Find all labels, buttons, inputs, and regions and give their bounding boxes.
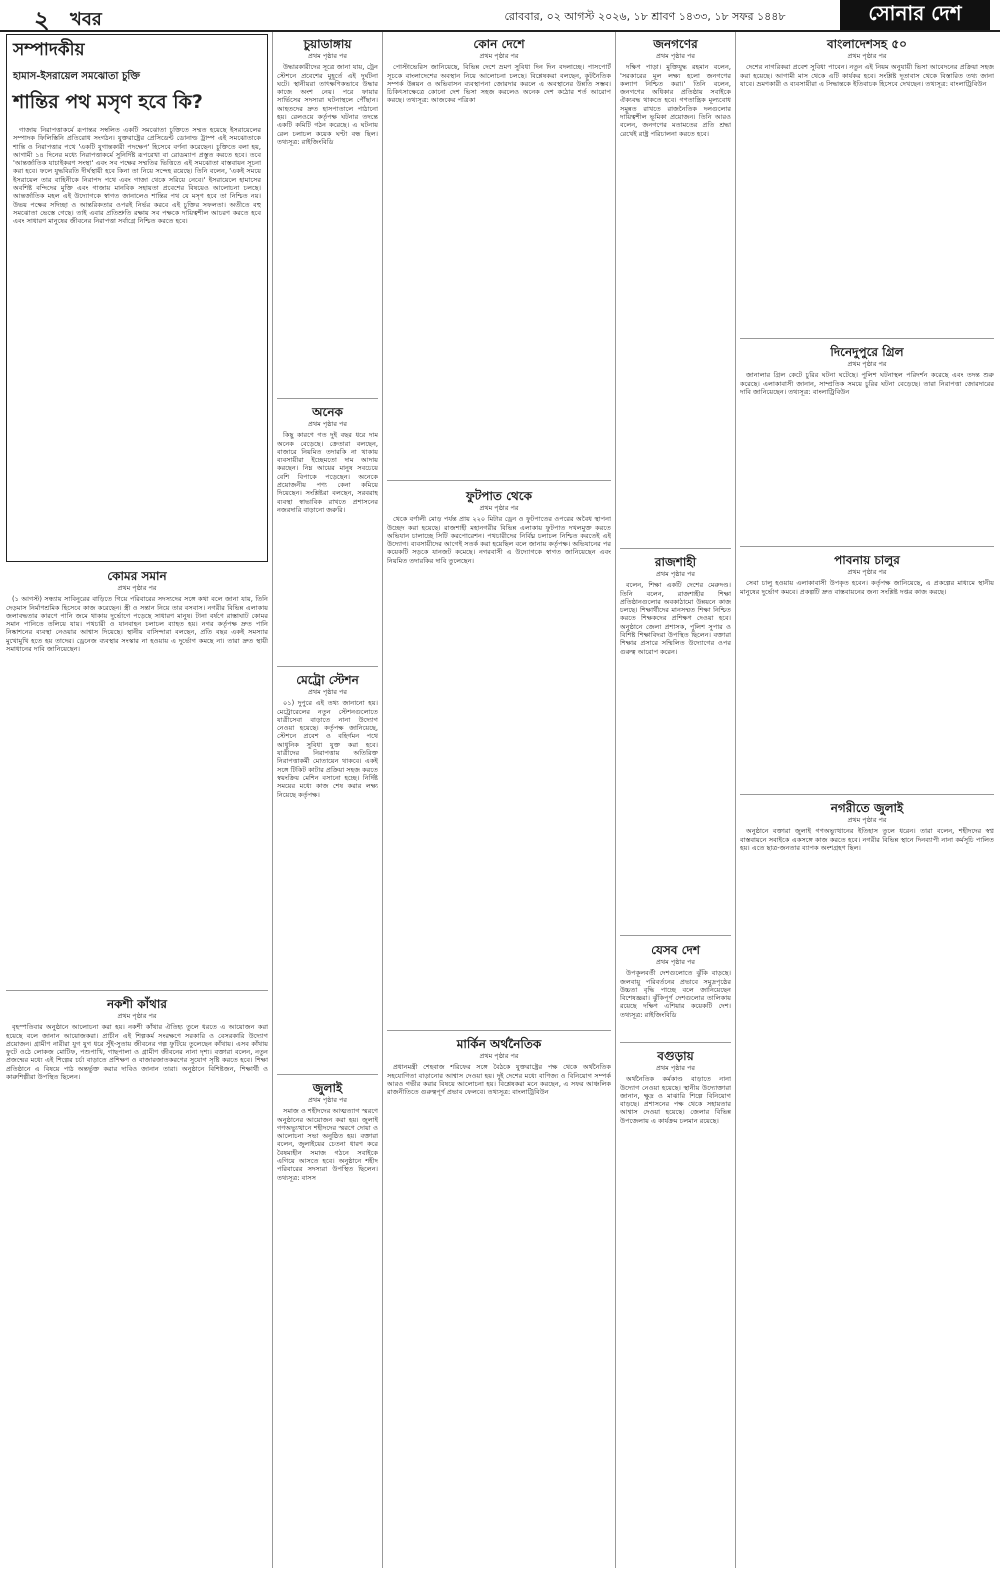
article-divider [387,480,611,481]
article-divider [740,338,994,339]
article-body: সেবা চালু হওয়ায় এলাকাবাসী উপকৃত হবেন। কর্তৃপক্ষ জানিয়েছে, এ প্রকল্পের মাধ্যমে স্থানীয় মানুষের দুর্ভোগ কমবে। প্রকল্পটি দ্রুত বাস্তবায়নের জন্য সংশ্লিষ্ট দপ্তর কাজ করছে। [740,579,994,596]
article-headline: মার্কিন অর্থনৈতিক [456,1037,542,1051]
continued-label: প্রথম পৃষ্ঠার পর [656,1064,695,1072]
article-headline: চুয়াডাঙ্গায় [303,37,352,51]
article-headline: ফুটপাত থেকে [466,489,532,503]
page-number: ২ [34,5,50,34]
article-body: সমাজ ও শহীদদের আত্মত্যাগ স্মরণে অনুষ্ঠানের আয়োজন করা হয়। জুলাই গণঅভ্যুত্থানে শহীদদের স্মরণে দোয়া ও আলোচনা সভা অনুষ্ঠিত হয়। বক্তারা বলেন, জুলাইয়ের চেতনা ধারণ করে বৈষম্যহীন সমাজ গঠনে সবাইকে এগিয়ে আসতে হবে। অনুষ্ঠানে শহীদ পরিবারের সদস্যরা উপস্থিত ছিলেন। তথ্যসূত্র: বাসস [277,1107,378,1182]
article-divider [620,1042,731,1043]
article-body: (১ আগস্ট) সন্ধ্যায় সাবিনুরের বাড়িতে গিয়ে পরিবারের সদস্যদের সঙ্গে কথা বলে জানা যায়, তিনি দেড়মাস নির্মাণশ্রমিক হিসেবে কাজ করেছেন। স্ত্রী ও সন্তান নিয়ে তার বসবাস। নগরীর বিভিন্ন এলাকায় জলাবদ্ধতার কারণে পানি জমে থাকায় দুর্ভোগে পড়েছে সাধারণ মানুষ। টানা বর্ষণে রাস্তাঘাট কোমর সমান পানিতে তলিয়ে যায়। পথচারী ও যানবাহন চলাচল ব্যাহত হয়। নগর কর্তৃপক্ষ দ্রুত পানি নিষ্কাশনের ব্যবস্থা নেওয়ার আশ্বাস দিয়েছে। স্থানীয় বাসিন্দারা বলছেন, প্রতি বছর একই সমস্যার মুখোমুখি হতে হয় তাদের। ড্রেনেজ ব্যবস্থার সংস্কার না হওয়ায় এ দুর্ভোগ কমছে না। তারা দ্রুত স্থায়ী সমাধানের দাবি জানিয়েছেন। [6,595,268,654]
article-kon-deshe [387,34,611,474]
continued-label: প্রথম পৃষ্ঠার পর [308,52,347,60]
article-body: পোস্টাভেরিস জানিয়েছে, বিভিন্ন দেশে ভ্রমণ সুবিধা দিন দিন বদলাচ্ছে। পাসপোর্ট সূচকে বাংলাদেশের অবস্থান নিয়ে আলোচনা চলছে। বিশ্লেষকরা বলছেন, কূটনৈতিক সম্পর্ক উন্নয়ন ও অভিবাসন ব্যবস্থাপনা জোরদার করলে এ অবস্থানের উন্নতি সম্ভব। চিকিৎসাক্ষেত্রে কোনো দেশ ভিসা সহজ করলেও অনেক দেশ কঠোর শর্ত আরোপ করছে। তথ্যসূত্র: আজকের পত্রিকা [387,63,611,105]
article-marqin [387,1034,611,1564]
article-body: কিছু কারণে গত দুই বছর ধরে দাম অনেক বেড়েছে। ক্রেতারা বলছেন, বাজারে নিয়মিত তদারকি না থাকায় ব্যবসায়ীরা ইচ্ছেমতো দাম আদায় করছেন। নিম্ন আয়ের মানুষ সবচেয়ে বেশি বিপাকে পড়েছেন। অনেকে প্রয়োজনীয় পণ্য কেনা কমিয়ে দিয়েছেন। সংশ্লিষ্টরা বলছেন, সরবরাহ ব্যবস্থা স্বাভাবিক রাখতে প্রশাসনের নজরদারি বাড়ানো জরুরি। [277,431,378,514]
continued-label: প্রথম পৃষ্ঠার পর [847,816,887,824]
article-komor-saman [6,566,268,986]
article-divider [277,398,378,399]
article-divider [277,1074,378,1075]
column-divider [382,32,383,1568]
article-headline: নগরীতে জুলাই [830,801,904,815]
article-body: দেশের নাগরিকরা প্রবেশ সুবিধা পাবেন। নতুন এই নিয়ম অনুযায়ী ভিসা আবেদনের প্রক্রিয়া সহজ করা হয়েছে। আগামী মাস থেকে এটি কার্যকর হবে। সংশ্লিষ্ট দূতাবাস থেকে বিস্তারিত তথ্য জানা যাবে। ভ্রমণকারী ও ব্যবসায়ীরা এ সিদ্ধান্তকে ইতিবাচক হিসেবে দেখছেন। তথ্যসূত্র: বাংলাট্রিবিউন [740,63,994,88]
continued-label: প্রথম পৃষ্ঠার পর [308,420,347,428]
article-headline: যেসব দেশ [651,943,700,957]
continued-label: প্রথম পৃষ্ঠার পর [479,52,519,60]
editorial-label: সম্পাদকীয় [13,40,85,60]
article-divider [740,546,994,547]
article-body: উপকূলবর্তী দেশগুলোতে ঝুঁকি বাড়ছে। জলবায়ু পরিবর্তনের প্রভাবে সমুদ্রপৃষ্ঠের উচ্চতা বৃদ্ধি পাচ্ছে বলে জানিয়েছেন বিশেষজ্ঞরা। ঝুঁকিপূর্ণ দেশগুলোর তালিকায় রয়েছে দক্ষিণ এশিয়ার কয়েকটি দেশ। তথ্যসূত্র: রাইজিংবিডি [620,969,731,1019]
article-headline: দিনেদুপুরে গ্রিল [830,345,904,359]
article-headline: পাবনায় চালুর [834,553,900,567]
continued-label: প্রথম পৃষ্ঠার পর [847,360,887,368]
article-grill [740,342,994,542]
continued-label: প্রথম পৃষ্ঠার পর [308,688,347,696]
continued-label: প্রথম পৃষ্ঠার পর [847,568,887,576]
article-rajshahi [620,552,731,932]
article-bogura [620,1046,731,1564]
continued-label: প্রথম পৃষ্ঠার পর [308,1096,347,1104]
editorial-body: গাজায় নিরাপত্তাকর্মে রূপান্তর সম্বলিত একটি সমঝোতা চুক্তিতে সম্মত হয়েছে ইসরায়েলের সম্পাদক ফিলিস্তিনি প্রতিরোধ সংগঠন। যুক্তরাষ্ট্রের প্রেসিডেন্ট ডোনাল্ড ট্রাম্প এই সমঝোতাকে শান্তি ও নিরাপত্তার পথে 'একটি যুগান্তকারী পদক্ষেপ' হিসেবে বর্ণনা করেছেন। চুক্তিতে বলা হয়, আগামী ১৪ দিনের মধ্যে নিরাপত্তাকর্মে সুনির্দিষ্ট রূপরেখা বা রোডম্যাপ প্রস্তুত করতে হবে। তবে 'আন্তর্জাতিক যাচাইকরণ সংস্থা' এবং সব পক্ষের সম্মতির ভিত্তিতে এই সমঝোতা বাস্তবায়ন সূচনা করা হবে। ফলে যুদ্ধবিরতি দীর্ঘস্থায়ী হবে কিনা তা নিয়ে সন্দেহ রয়েছে। তিনি বলেন, 'একই সময়ে ইসরায়েল তার বাহিনীকে নিরাপদ পথে এবং গাজা থেকে সরিয়ে নেবে।' ইসরায়েলে হামাসের অবশিষ্ট বন্দিদের মুক্তি এবং গাজায় মানবিক সহায়তা প্রবেশের বিষয়েও আলোচনা চলছে। আন্তর্জাতিক মহল এই উদ্যোগকে স্বাগত জানালেও শান্তির পথ যে মসৃণ হবে তা নিশ্চিত নয়। উভয় পক্ষের সদিচ্ছা ও আন্তরিকতার ওপরই নির্ভর করবে এই চুক্তির সফলতা। অতীতে বহু সমঝোতা ভেস্তে গেছে। তাই এবার প্রতিশ্রুতি রক্ষায় সব পক্ষকে দায়িত্বশীল আচরণ করতে হবে এবং সাধারণ মানুষের জীবনের নিরাপত্তা সর্বাগ্রে নিশ্চিত করতে হবে। [13,126,261,226]
page-header [0,0,1000,32]
article-body: বৃহস্পতিবার অনুষ্ঠানে আলোচনা করা হয়। নকশী কাঁথার ঐতিহ্য তুলে ধরতে এ আয়োজন করা হয়েছে বলে জানান আয়োজকরা। প্রাচীন এই শিল্পকর্ম সংরক্ষণে সরকারি ও বেসরকারি উদ্যোগ প্রয়োজন। গ্রামীণ নারীরা যুগ যুগ ধরে সুঁই-সুতায় জীবনের গল্প ফুটিয়ে তুলেছেন কাঁথায়। এসব কাঁথায় ফুটে ওঠে লোকজ মোটিফ, পশুপাখি, গাছপালা ও গ্রামীণ জীবনের নানা দৃশ্য। বক্তারা বলেন, নতুন প্রজন্মের মধ্যে এই শিল্পের চর্চা বাড়াতে প্রশিক্ষণ ও বাজারজাতকরণের সুযোগ সৃষ্টি করতে হবে। শিক্ষা প্রতিষ্ঠানে এ বিষয়ে পাঠ অন্তর্ভুক্ত করার দাবিও জানান তারা। অনুষ্ঠানে বিশিষ্টজন, শিক্ষার্থী ও কারুশিল্পীরা উপস্থিত ছিলেন। [6,1023,268,1082]
article-divider [6,990,268,991]
article-janaganer [620,34,731,544]
editorial-subtitle: হামাস-ইসরায়েল সমঝোতা চুক্তি [13,71,140,82]
continued-label: প্রথম পৃষ্ঠার পর [479,1052,519,1060]
article-divider [740,794,994,795]
article-headline: মেট্রো স্টেশন [296,673,359,687]
article-headline: রাজশাহী [654,555,697,569]
article-divider [620,935,731,936]
article-onek [277,402,378,662]
continued-label: প্রথম পৃষ্ঠার পর [117,584,157,592]
article-chuadanga [277,34,378,394]
column-divider [272,32,273,1568]
article-pabna [740,550,994,790]
article-jesob-desh [620,940,731,1040]
article-body: বলেন, শিক্ষা একটি দেশের মেরুদণ্ড। তিনি বলেন, রাজশাহীর শিক্ষা প্রতিষ্ঠানগুলোর অবকাঠামো উন্নয়নে কাজ চলছে। শিক্ষার্থীদের মানসম্মত শিক্ষা নিশ্চিত করতে শিক্ষকদের প্রশিক্ষণ দেওয়া হবে। অনুষ্ঠানে জেলা প্রশাসক, পুলিশ সুপার ও বিশিষ্ট শিক্ষাবিদরা উপস্থিত ছিলেন। বক্তারা শিক্ষার প্রসারে সম্মিলিত উদ্যোগের ওপর গুরুত্ব আরোপ করেন। [620,581,731,656]
editorial-box [6,34,268,562]
article-headline: বাংলাদেশসহ ৫০ [827,37,907,51]
article-metro-station [277,670,378,1070]
article-headline: বগুড়ায় [657,1049,694,1063]
dateline: রোববার, ০২ আগস্ট ২০২৬, ১৮ শ্রাবণ ১৪৩৩, ১৮ সফর ১৪৪৮ [504,10,786,23]
article-headline: অনেক [312,405,343,419]
continued-label: প্রথম পৃষ্ঠার পর [656,570,695,578]
article-headline: কোন দেশে [473,37,525,51]
article-body: ০১) দুপুরে এই তথ্য জানানো হয়। মেট্রোরেলের নতুন স্টেশনগুলোতে যাত্রীসেবা বাড়াতে নানা উদ্যোগ নেওয়া হয়েছে। কর্তৃপক্ষ জানিয়েছে, স্টেশনে প্রবেশ ও বহির্গমন পথে আধুনিক সুবিধা যুক্ত করা হবে। যাত্রীদের নিরাপত্তায় অতিরিক্ত নিরাপত্তাকর্মী মোতায়েন থাকবে। একই সঙ্গে টিকিট কাটার প্রক্রিয়া সহজ করতে স্বয়ংক্রিয় মেশিন বসানো হচ্ছে। নির্দিষ্ট সময়ের মধ্যে কাজ শেষ করার লক্ষ্য নিয়েছে কর্তৃপক্ষ। [277,699,378,799]
article-bangladesh-50 [740,34,994,334]
article-footpath [387,486,611,926]
continued-label: প্রথম পৃষ্ঠার পর [847,52,887,60]
article-divider [620,548,731,549]
article-july [277,1078,378,1564]
article-divider [387,1030,611,1031]
article-headline: নকশী কাঁথার [107,997,167,1011]
article-headline: কোমর সমান [107,569,167,583]
article-body: দক্ষিণ পাড়া। মুক্তিযুদ্ধ রহমান বলেন, 'সরকারের মূল লক্ষ্য হলো জনগণের কল্যাণ নিশ্চিত করা।' তিনি বলেন, জনগণের অধিকার প্রতিষ্ঠায় সবাইকে ঐক্যবদ্ধ থাকতে হবে। গণতান্ত্রিক মূল্যবোধ সমুন্নত রাখতে রাজনৈতিক দলগুলোর দায়িত্বশীল ভূমিকা প্রয়োজন। তিনি আরও বলেন, জনগণের মতামতের প্রতি শ্রদ্ধা রেখেই রাষ্ট্র পরিচালনা করতে হবে। [620,63,731,138]
article-divider [277,666,378,667]
article-nagarite-july [740,798,994,1564]
column-divider [615,32,616,1568]
editorial-title: শান্তির পথ মসৃণ হবে কি? [13,91,203,113]
continued-label: প্রথম পৃষ্ঠার পর [656,52,695,60]
article-body: জানালার গ্রিল কেটে চুরির ঘটনা ঘটেছে। পুলিশ ঘটনাস্থল পরিদর্শন করেছে এবং তদন্ত শুরু করেছে। এলাকাবাসী জানান, সাম্প্রতিক সময়ে চুরির ঘটনা বেড়েছে। তারা নিরাপত্তা জোরদারের দাবি জানিয়েছেন। তথ্যসূত্র: বাংলাট্রিবিউন [740,371,994,396]
column-divider [735,32,736,1568]
masthead: সোনার দেশ [840,0,990,30]
article-nakshi-kanthar [6,994,268,1564]
article-body: থেকে বর্ণালী মোড় পর্যন্ত প্রায় ২২০ মিটার ড্রেন ও ফুটপাতের ওপরের অবৈধ স্থাপনা উচ্ছেদ করা হয়েছে। রাজশাহী মহানগরীর বিভিন্ন এলাকায় ফুটপাত দখলমুক্ত করতে অভিযান চালাচ্ছে সিটি করপোরেশন। পথচারীদের নির্বিঘ্ন চলাচল নিশ্চিত করতেই এই উদ্যোগ। ব্যবসায়ীদের আগেই সতর্ক করা হয়েছিল বলে জানায় কর্তৃপক্ষ। অভিযানের পর কয়েকটি সড়কে যানজট কমেছে। নগরবাসী এ উদ্যোগকে স্বাগত জানিয়েছেন এবং নিয়মিত তদারকির দাবি তুলেছেন। [387,515,611,565]
article-body: উদ্ধারকারীদের সূত্রে জানা যায়, ট্রেন স্টেশনে প্রবেশের মুহূর্তে এই দুর্ঘটনা ঘটে। স্থানীয়রা তাৎক্ষণিকভাবে উদ্ধার কাজে অংশ নেয়। পরে ফায়ার সার্ভিসের সদস্যরা ঘটনাস্থলে পৌঁছান। আহতদের দ্রুত হাসপাতালে পাঠানো হয়। রেলওয়ে কর্তৃপক্ষ ঘটনার তদন্তে একটি কমিটি গঠন করেছে। এ ঘটনায় রেল চলাচল কয়েক ঘণ্টা বন্ধ ছিল। তথ্যসূত্র: রাইজিংবিডি [277,63,378,146]
section-name: খবর [70,9,102,30]
article-body: অনুষ্ঠানে বক্তারা জুলাই গণঅভ্যুত্থানের ইতিহাস তুলে ধরেন। তারা বলেন, শহীদদের স্বপ্ন বাস্তবায়নে সবাইকে একসঙ্গে কাজ করতে হবে। নগরীর বিভিন্ন স্থানে দিনব্যাপী নানা কর্মসূচি পালিত হয়। এতে ছাত্র-জনতার ব্যাপক অংশগ্রহণ ছিল। [740,827,994,852]
continued-label: প্রথম পৃষ্ঠার পর [117,1012,157,1020]
continued-label: প্রথম পৃষ্ঠার পর [656,958,695,966]
article-headline: জনগণের [653,37,698,51]
article-body: প্রধানমন্ত্রী শেহবাজ শরিফের সঙ্গে বৈঠকে যুক্তরাষ্ট্রের পক্ষ থেকে অর্থনৈতিক সহযোগিতা বাড়ানোর আশ্বাস দেওয়া হয়। দুই দেশের মধ্যে বাণিজ্য ও বিনিয়োগ সম্পর্ক আরও গভীর করার বিষয়ে আলোচনা হয়। বিশ্লেষকরা মনে করছেন, এ সফর আঞ্চলিক রাজনীতিতে গুরুত্বপূর্ণ প্রভাব ফেলবে। তথ্যসূত্র: বাংলাট্রিবিউন [387,1063,611,1097]
article-headline: জুলাই [312,1081,343,1095]
article-body: অর্থনৈতিক কর্মকাণ্ড বাড়াতে নানা উদ্যোগ নেওয়া হয়েছে। স্থানীয় উদ্যোক্তারা জানান, ক্ষুদ্র ও মাঝারি শিল্পে বিনিয়োগ বাড়ছে। প্রশাসনের পক্ষ থেকে সহায়তার আশ্বাস দেওয়া হয়েছে। জেলার বিভিন্ন উপজেলায় এ কার্যক্রম চলমান রয়েছে। [620,1075,731,1125]
continued-label: প্রথম পৃষ্ঠার পর [479,504,519,512]
